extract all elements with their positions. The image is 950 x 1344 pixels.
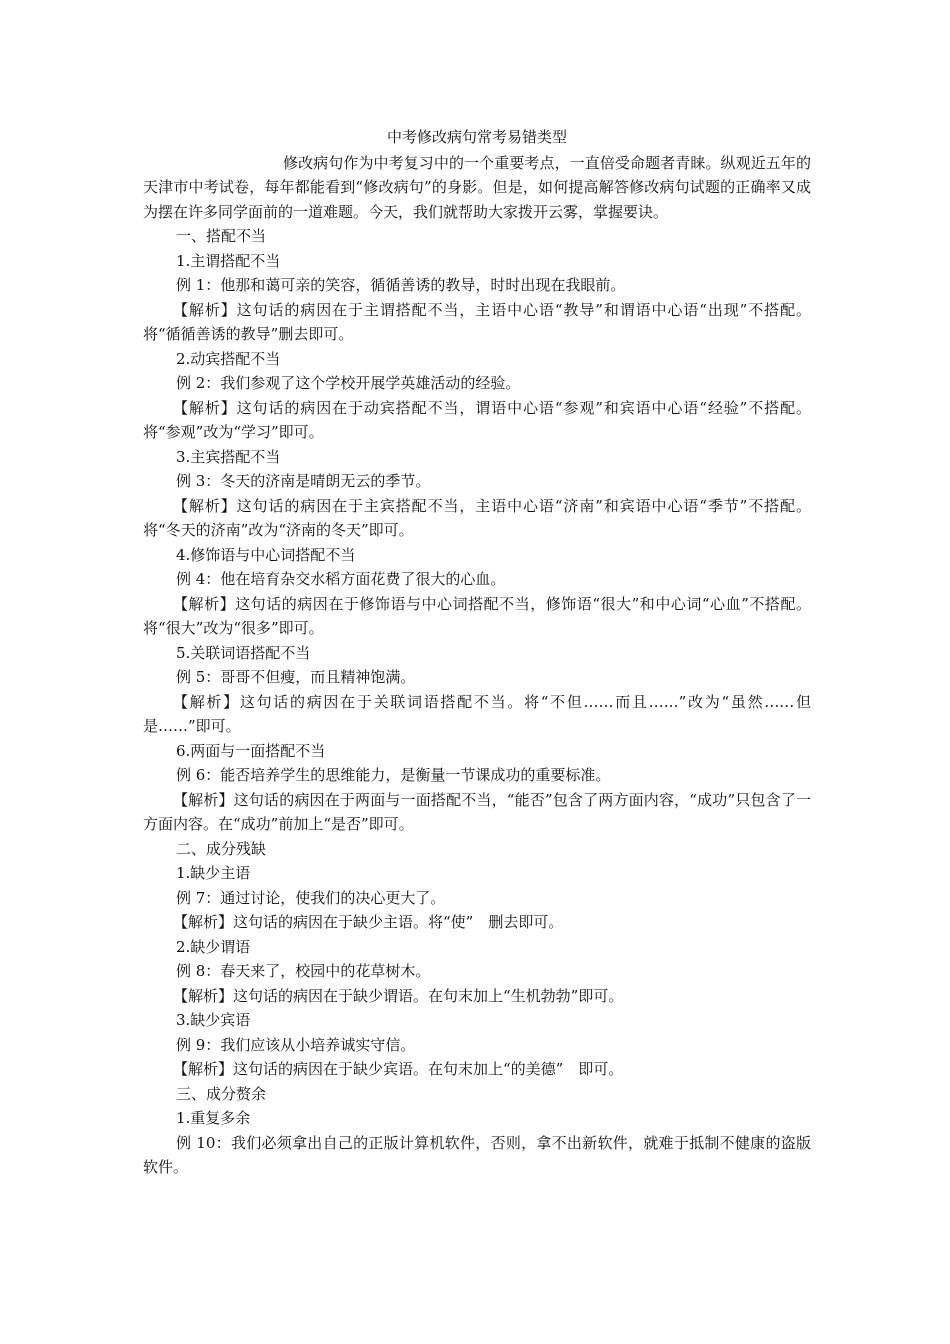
paragraph: 例 10：我们必须拿出自己的正版计算机软件，否则，拿不出新软件，就难于抵制不健康的盗版软件。 xyxy=(143,1133,811,1176)
paragraph: 5.关联词语搭配不当 xyxy=(176,643,311,662)
paragraph: 【解析】这句话的病因在于缺少宾语。在句末加上“的美德” 即可。 xyxy=(173,1060,624,1078)
paragraph: 例 8：春天来了，校园中的花草树木。 xyxy=(176,962,431,980)
paragraph: 例 7：通过讨论，使我们的决心更大了。 xyxy=(176,888,446,907)
paragraph: 一、搭配不当 xyxy=(176,227,267,245)
paragraph: 【解析】这句话的病因在于缺少主语。将“使” 删去即可。 xyxy=(173,913,564,931)
paragraph: 1.缺少主语 xyxy=(176,864,251,882)
document-title: 中考修改病句常考易错类型 xyxy=(386,128,567,146)
paragraph: 3.缺少宾语 xyxy=(176,1011,251,1029)
paragraph: 例 4：他在培育杂交水稻方面花费了很大的心血。 xyxy=(176,570,506,588)
paragraph: 三、成分赘余 xyxy=(176,1084,267,1103)
paragraph: 例 5：哥哥不但瘦，而且精神饱满。 xyxy=(176,668,416,686)
paragraph: 【解析】这句话的病因在于关联词语搭配不当。将“不但……而且……”改为“虽然……但是……”即可。 xyxy=(143,692,811,735)
paragraph: 例 9：我们应该从小培养诚实守信。 xyxy=(176,1035,416,1054)
paragraph: 【解析】这句话的病因在于动宾搭配不当，谓语中心语“参观”和宾语中心语“经验”不搭配。将“参观”改为“学习”即可。 xyxy=(143,398,811,441)
paragraph: 2.缺少谓语 xyxy=(176,937,251,956)
document-body xyxy=(143,224,811,1180)
paragraph: 3.主宾搭配不当 xyxy=(176,447,281,466)
paragraph: 【解析】这句话的病因在于主谓搭配不当，主语中心语“教导”和谓语中心语“出现”不搭配。将“循循善诱的教导”删去即可。 xyxy=(143,300,811,343)
paragraph: 【解析】这句话的病因在于主宾搭配不当，主语中心语“济南”和宾语中心语“季节”不搭配。将“冬天的济南”改为“济南的冬天”即可。 xyxy=(143,496,811,539)
paragraph: 【解析】这句话的病因在于两面与一面搭配不当，“能否”包含了两方面内容，“成功”只包含了一方面内容。在“成功”前加上“是否”即可。 xyxy=(143,790,811,833)
paragraph: 1.主谓搭配不当 xyxy=(176,251,281,270)
paragraph: 2.动宾搭配不当 xyxy=(176,349,281,368)
paragraph: 6.两面与一面搭配不当 xyxy=(176,741,326,760)
document-page xyxy=(143,125,811,1180)
paragraph: 【解析】这句话的病因在于修饰语与中心词搭配不当，修饰语“很大”和中心词“心血”不搭配。将“很大”改为“很多”即可。 xyxy=(143,594,811,637)
paragraph: 二、成分残缺 xyxy=(176,839,267,858)
paragraph: 例 1：他那和蔼可亲的笑容，循循善诱的教导，时时出现在我眼前。 xyxy=(176,276,626,294)
paragraph: 例 6：能否培养学生的思维能力，是衡量一节课成功的重要标准。 xyxy=(176,766,611,784)
paragraph: 1.重复多余 xyxy=(176,1109,251,1127)
paragraph: 例 2：我们参观了这个学校开展学英雄活动的经验。 xyxy=(176,374,521,392)
intro-paragraph: 修改病句作为中考复习中的一个重要考点，一直倍受命题者青睐。纵观近五年的天津市中考试卷，每年都能看到“修改病句”的身影。但是，如何提高解答修改病句试题的正确率又成为摆在许多同学面前的一道难题。今天，我们就帮助大家拨开云雾，掌握要诀。 xyxy=(143,153,811,221)
paragraph: 4.修饰语与中心词搭配不当 xyxy=(176,545,356,564)
paragraph: 例 3：冬天的济南是晴朗无云的季节。 xyxy=(176,472,431,490)
paragraph: 【解析】这句话的病因在于缺少谓语。在句末加上“生机勃勃”即可。 xyxy=(173,986,624,1005)
